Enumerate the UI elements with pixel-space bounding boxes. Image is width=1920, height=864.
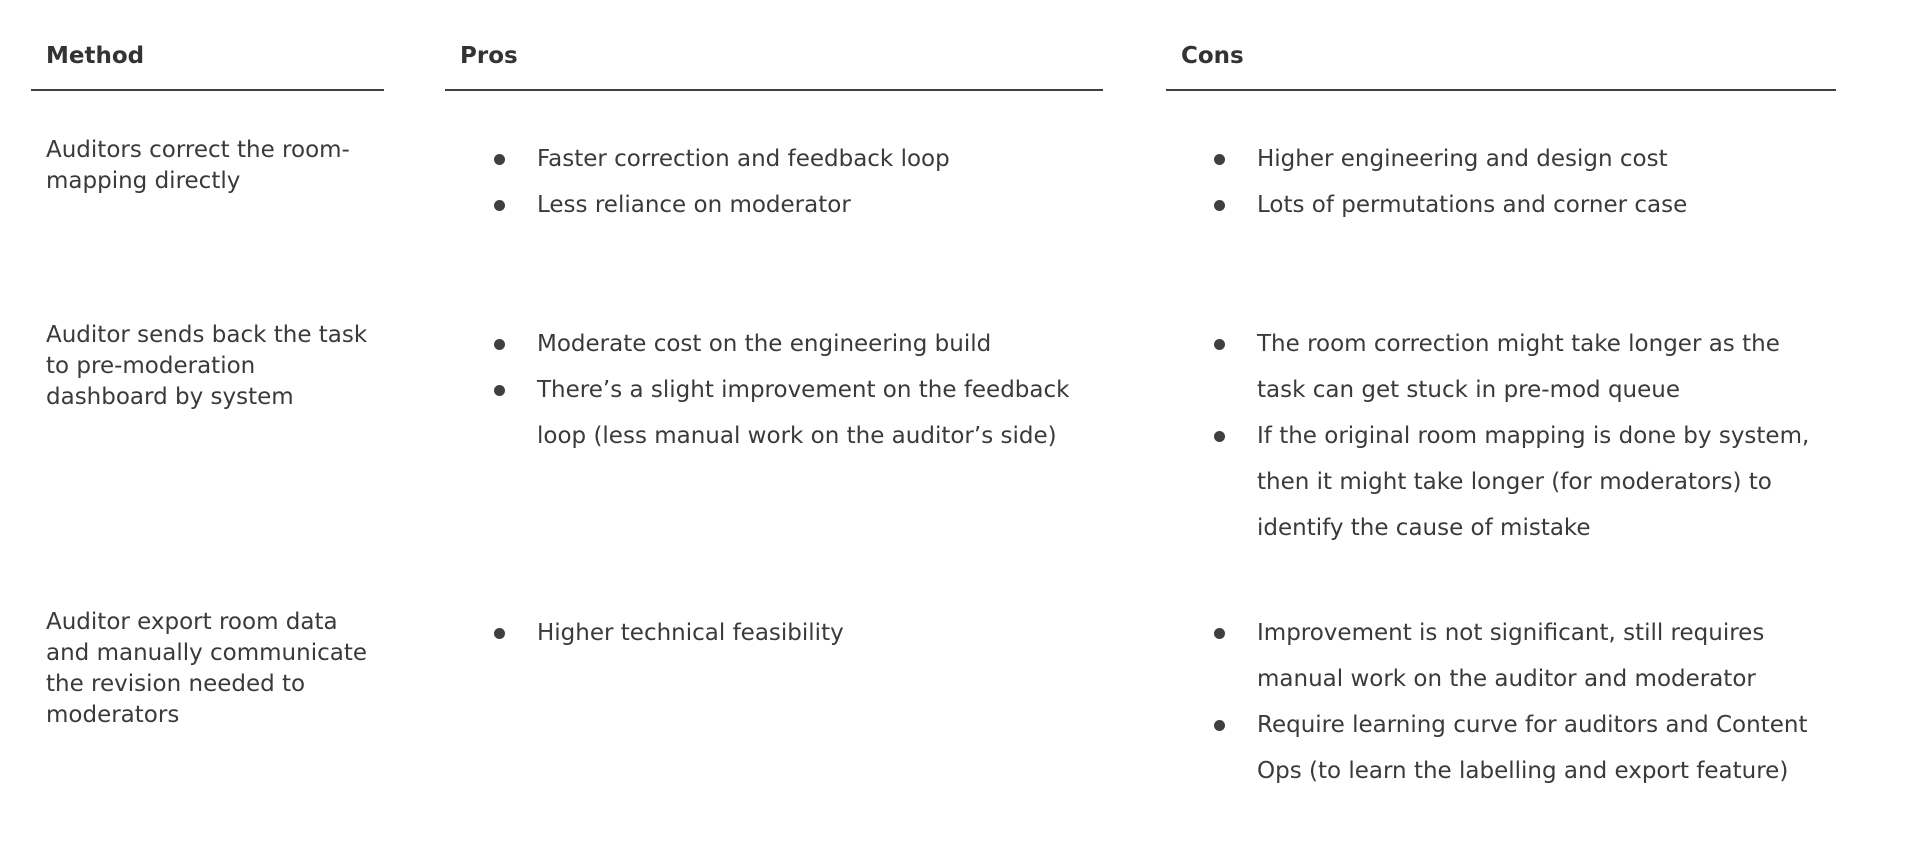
list-item — [537, 182, 1092, 228]
cons-text: Higher engineering and design cost — [1257, 146, 1668, 172]
row-1-method: Auditors correct the room-mapping directly — [46, 137, 350, 194]
bullet-icon — [494, 385, 505, 396]
list-item — [537, 321, 1092, 367]
row-3-pros-list — [537, 610, 1092, 656]
cons-text: If the original room mapping is done by system, then it might take longer (for moderators) to identify the cause of mistake — [1257, 423, 1810, 541]
column-header-cons-label: Cons — [1181, 43, 1244, 69]
bullet-icon — [1214, 339, 1225, 350]
row-3-cons-list — [1257, 610, 1832, 794]
list-item — [1257, 610, 1832, 702]
cons-text: Require learning curve for auditors and Content Ops (to learn the labelling and export feature) — [1257, 712, 1808, 784]
pros-text: Less reliance on moderator — [537, 192, 851, 218]
list-item — [1257, 182, 1832, 228]
pros-text: Higher technical feasibility — [537, 620, 844, 646]
pros-text: There’s a slight improvement on the feedback loop (less manual work on the auditor’s side) — [537, 377, 1070, 449]
column-header-method — [31, 0, 384, 91]
row-1-cons-list — [1257, 136, 1832, 228]
pros-text: Faster correction and feedback loop — [537, 146, 950, 172]
column-header-cons — [1166, 0, 1836, 91]
bullet-icon — [494, 339, 505, 350]
column-header-method-label: Method — [46, 43, 145, 69]
pros-text: Moderate cost on the engineering build — [537, 331, 992, 357]
column-header-pros-label: Pros — [460, 43, 518, 69]
bullet-icon — [1214, 200, 1225, 211]
cons-text: Improvement is not significant, still requires manual work on the auditor and moderator — [1257, 620, 1765, 692]
list-item — [1257, 413, 1832, 551]
bullet-icon — [494, 200, 505, 211]
row-3-method: Auditor export room data and manually communicate the revision needed to moderators — [46, 609, 368, 728]
column-header-pros — [445, 0, 1103, 91]
row-2-pros-list — [537, 321, 1092, 459]
list-item — [1257, 702, 1832, 794]
bullet-icon — [1214, 720, 1225, 731]
list-item — [1257, 321, 1832, 413]
list-item — [537, 136, 1092, 182]
bullet-icon — [1214, 628, 1225, 639]
list-item — [1257, 136, 1832, 182]
list-item — [537, 610, 1092, 656]
list-item — [537, 367, 1092, 459]
row-2-method: Auditor sends back the task to pre-moderation dashboard by system — [46, 322, 368, 410]
bullet-icon — [494, 628, 505, 639]
bullet-icon — [1214, 154, 1225, 165]
bullet-icon — [494, 154, 505, 165]
cons-text: The room correction might take longer as the task can get stuck in pre-mod queue — [1257, 331, 1780, 403]
row-2-cons-list — [1257, 321, 1832, 551]
row-1-pros-list — [537, 136, 1092, 228]
bullet-icon — [1214, 431, 1225, 442]
cons-text: Lots of permutations and corner case — [1257, 192, 1688, 218]
